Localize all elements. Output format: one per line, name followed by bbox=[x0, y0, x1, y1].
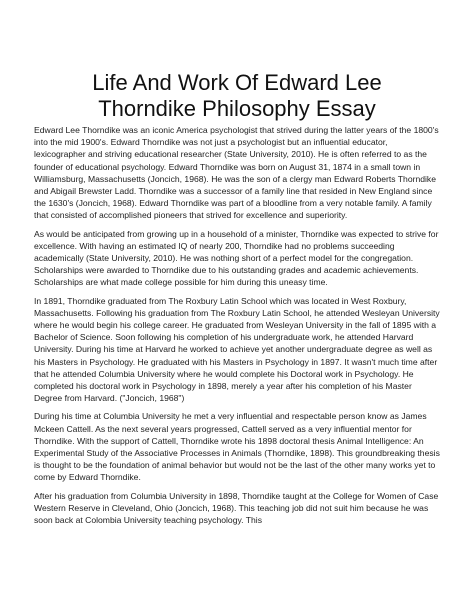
title-line-2: Thorndike Philosophy Essay bbox=[98, 96, 376, 121]
paragraph-4: During his time at Columbia University he met a very influential and respectable person know as James Mckeen Cattell. As the next several years progressed, Cattell served as a very influential mentor for Thorndike. With the support of Cattell, Thorndike wrote his 1898 doctoral thesis Animal Intelligence: An Experimental Study of the Associative Processes in Animals (Thorndike, 1898). This groundbreaking thesis is thought to be the foundation of animal behavior but would not be the last of the other many works yet to come by Edward Thorndike. bbox=[34, 411, 440, 483]
title-line-1: Life And Work Of Edward Lee bbox=[92, 70, 382, 95]
paragraph-5: After his graduation from Columbia University in 1898, Thorndike taught at the College for Women of Case Western Reserve in Cleveland, Ohio (Joncich, 1968). This teaching job did not suit him because he was soon back at Colombia University teaching psychology. This bbox=[34, 490, 439, 526]
essay-body bbox=[34, 124, 440, 532]
paragraph-3: In 1891, Thorndike graduated from The Roxbury Latin School which was located in West Roxbury, Massachusetts. Following his graduation from The Roxbury Latin School, he attended Wesleyan University where he would begin his college career. He graduated from Wesleyan University in the fall of 1895 with a Bachelor of Science. Soon following his completion of his undergraduate work, he attended Harvard University. During his time at Harvard he worked to achieve yet another undergraduate degree as well as his Masters in Psychology. He graduated with his Masters in Psychology in 1897. It wasn't much time after that he attended Columbia University where he would complete his Doctoral work in Psychology. He completed his doctoral work in Psychology in 1898, merely a year after his completion of his Master Degree from Harvard. ("Joncich, 1968") bbox=[34, 295, 440, 404]
page-title bbox=[30, 70, 444, 122]
paragraph-2: As would be anticipated from growing up in a household of a minister, Thorndike was expected to strive for excellence. With having an estimated IQ of nearly 200, Thorndike had no problems succeeding academically (State University, 2010). He was nothing short of a perfect model for the congregation. Scholarships were awarded to Thorndike due to his outstanding grades and academic achievements. Scholarships are what made college possible for him during this uneasy time. bbox=[34, 228, 439, 288]
paragraph-1: Edward Lee Thorndike was an iconic America psychologist that strived during the latter years of the 1800's into the mid 1900's. Edward Thorndike was not just a psychologist but an influential educator, lexicographer and striving educational researcher (State University, 2010). He is often referred to as the founder of educational psychology. Edward Thorndike was born on August 31, 1874 in a small town in Williamsburg, Massachusetts (Joncich, 1968). He was the son of a clergy man Edward Roberts Thorndike and Abigail Brewster Ladd. Thorndike was a successor of a family line that resided in New England since the 1630's (Joncich, 1968). Edward Thorndike was part of a bloodline from a very notable family. A family that consisted of accomplished pioneers that strived for excellence and superiority. bbox=[34, 125, 439, 221]
